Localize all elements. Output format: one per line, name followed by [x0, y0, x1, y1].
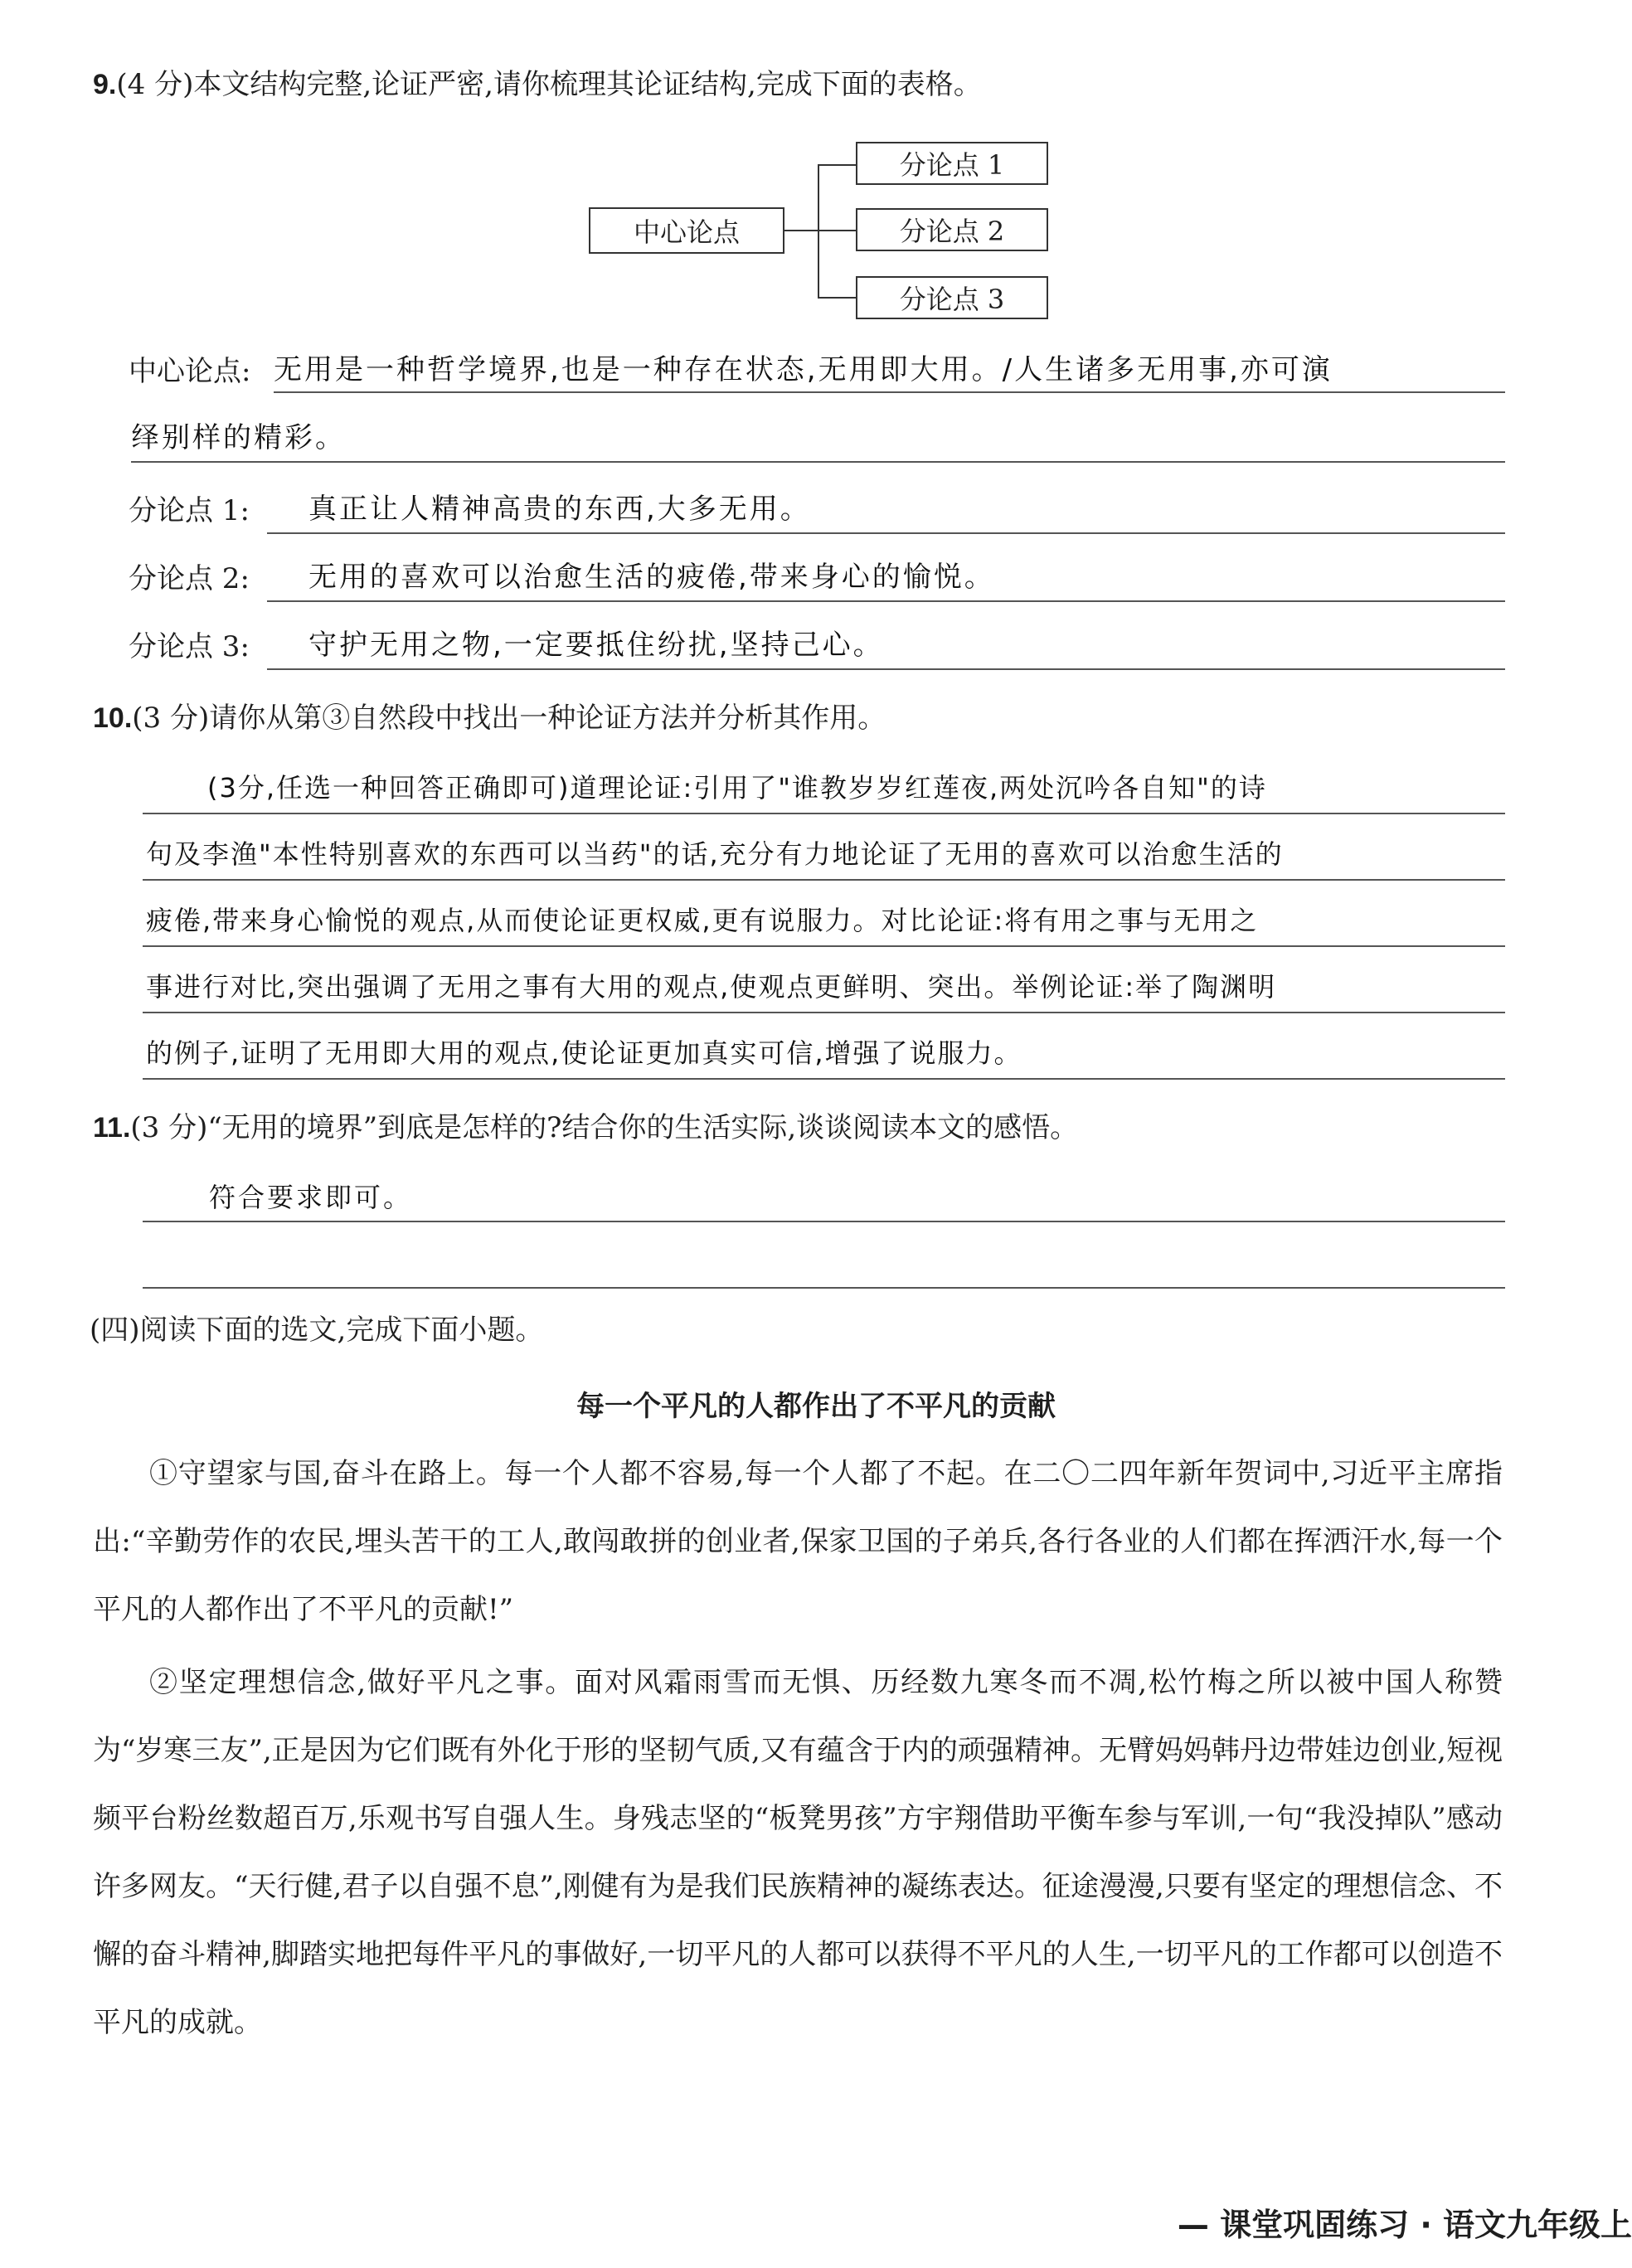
- sub1-label: 分论点 1:: [129, 494, 250, 527]
- answer-line: [131, 461, 1505, 463]
- answer-line: [143, 945, 1505, 947]
- question-9: [93, 68, 982, 101]
- q11-answer: 符合要求即可。: [209, 1182, 413, 1213]
- q10-answer-line4: 事进行对比,突出强调了无用之事有大用的观点,使观点更鲜明、突出。举例论证:举了陶渊明: [146, 971, 1277, 1003]
- answer-line: [143, 813, 1505, 814]
- article-paragraph-1: ①守望家与国,奋斗在路上。每一个人都不容易,每一个人都了不起。在二〇二四年新年贺词中,习近平主席指出:“辛勤劳作的农民,埋头苦干的工人,敢闯敢拼的创业者,保家卫国的子弟兵,各行各业的人们都在挥洒汗水,每一个平凡的人都作出了不平凡的贡献!”: [93, 1457, 1503, 1626]
- connector-line: [784, 230, 818, 231]
- center-label: 中心论点:: [129, 355, 251, 388]
- question-text: (3 分)请你从第③自然段中找出一种论证方法并分析其作用。: [132, 702, 886, 735]
- article-title: 每一个平凡的人都作出了不平凡的贡献: [576, 1390, 1056, 1423]
- question-number: 10.: [93, 702, 133, 734]
- article-paragraph-2: ②坚定理想信念,做好平凡之事。面对风霜雨雪而无惧、历经数九寒冬而不凋,松竹梅之所以被中国人称赞为“岁寒三友”,正是因为它们既有外化于形的坚韧气质,又有蕴含于内的顽强精神。无臂妈妈韩丹边带娃边创业,短视频平台粉丝数超百万,乐观书写自强人生。身残志坚的“板凳男孩”方宇翔借助平衡车参与军训,一句“我没掉队”感动许多网友。“天行健,君子以自强不息”,刚健有为是我们民族精神的凝练表达。征途漫漫,只要有坚定的理想信念、不懈的奋斗精神,脚踏实地把每件平凡的事做好,一切平凡的人都可以获得不平凡的人生,一切平凡的工作都可以创造不平凡的成就。: [93, 1666, 1503, 2039]
- section-heading: (四)阅读下面的选文,完成下面小题。: [90, 1314, 544, 1347]
- sub-argument-box-1: 分论点 1: [856, 142, 1048, 185]
- answer-line: [143, 1078, 1505, 1080]
- q10-answer-line3: 疲倦,带来身心愉悦的观点,从而使论证更权威,更有说服力。对比论证:将有用之事与无用之: [146, 905, 1259, 936]
- answer-line: [267, 668, 1505, 670]
- q10-answer-line5: 的例子,证明了无用即大用的观点,使论证更加真实可信,增强了说服力。: [146, 1037, 1022, 1069]
- answer-line: [143, 1287, 1505, 1289]
- sub-argument-box-2: 分论点 2: [856, 208, 1048, 251]
- center-answer-line1: 无用是一种哲学境界,也是一种存在状态,无用即大用。/人生诸多无用事,亦可演: [274, 353, 1333, 386]
- sub2-answer: 无用的喜欢可以治愈生活的疲倦,带来身心的愉悦。: [308, 561, 995, 594]
- sub-argument-box-3: 分论点 3: [856, 276, 1048, 319]
- question-11: [93, 1111, 1078, 1144]
- sub2-label: 分论点 2:: [129, 562, 250, 595]
- answer-line: [267, 600, 1505, 602]
- answer-line: [143, 1221, 1505, 1222]
- sub3-answer: 守护无用之物,一定要抵住纷扰,坚持己心。: [308, 629, 884, 662]
- sub1-answer: 真正让人精神高贵的东西,大多无用。: [308, 493, 811, 526]
- answer-line: [267, 532, 1505, 534]
- q10-answer-line1: (3分,任选一种回答正确即可)道理论证:引用了"谁教岁岁红莲夜,两处沉吟各自知"的诗: [207, 772, 1267, 804]
- page-footer: — 课堂巩固练习 · 语文九年级上: [1177, 2207, 1632, 2243]
- connector-line: [818, 230, 856, 231]
- question-number: 9.: [93, 69, 117, 100]
- answer-line: [274, 391, 1505, 393]
- question-10: [93, 702, 886, 735]
- center-argument-box: 中心论点: [589, 207, 784, 254]
- answer-line: [143, 879, 1505, 881]
- question-text: (3 分)“无用的境界”到底是怎样的?结合你的生活实际,谈谈阅读本文的感悟。: [130, 1111, 1079, 1144]
- question-number: 11.: [93, 1112, 131, 1144]
- question-text: (4 分)本文结构完整,论证严密,请你梳理其论证结构,完成下面的表格。: [116, 68, 982, 101]
- sub3-label: 分论点 3:: [129, 630, 250, 663]
- q10-answer-line2: 句及李渔"本性特别喜欢的东西可以当药"的话,充分有力地论证了无用的喜欢可以治愈生活的: [146, 838, 1284, 870]
- connector-line: [818, 164, 856, 166]
- answer-line: [143, 1012, 1505, 1013]
- connector-line: [818, 297, 856, 299]
- center-answer-line2: 绎别样的精彩。: [131, 421, 346, 454]
